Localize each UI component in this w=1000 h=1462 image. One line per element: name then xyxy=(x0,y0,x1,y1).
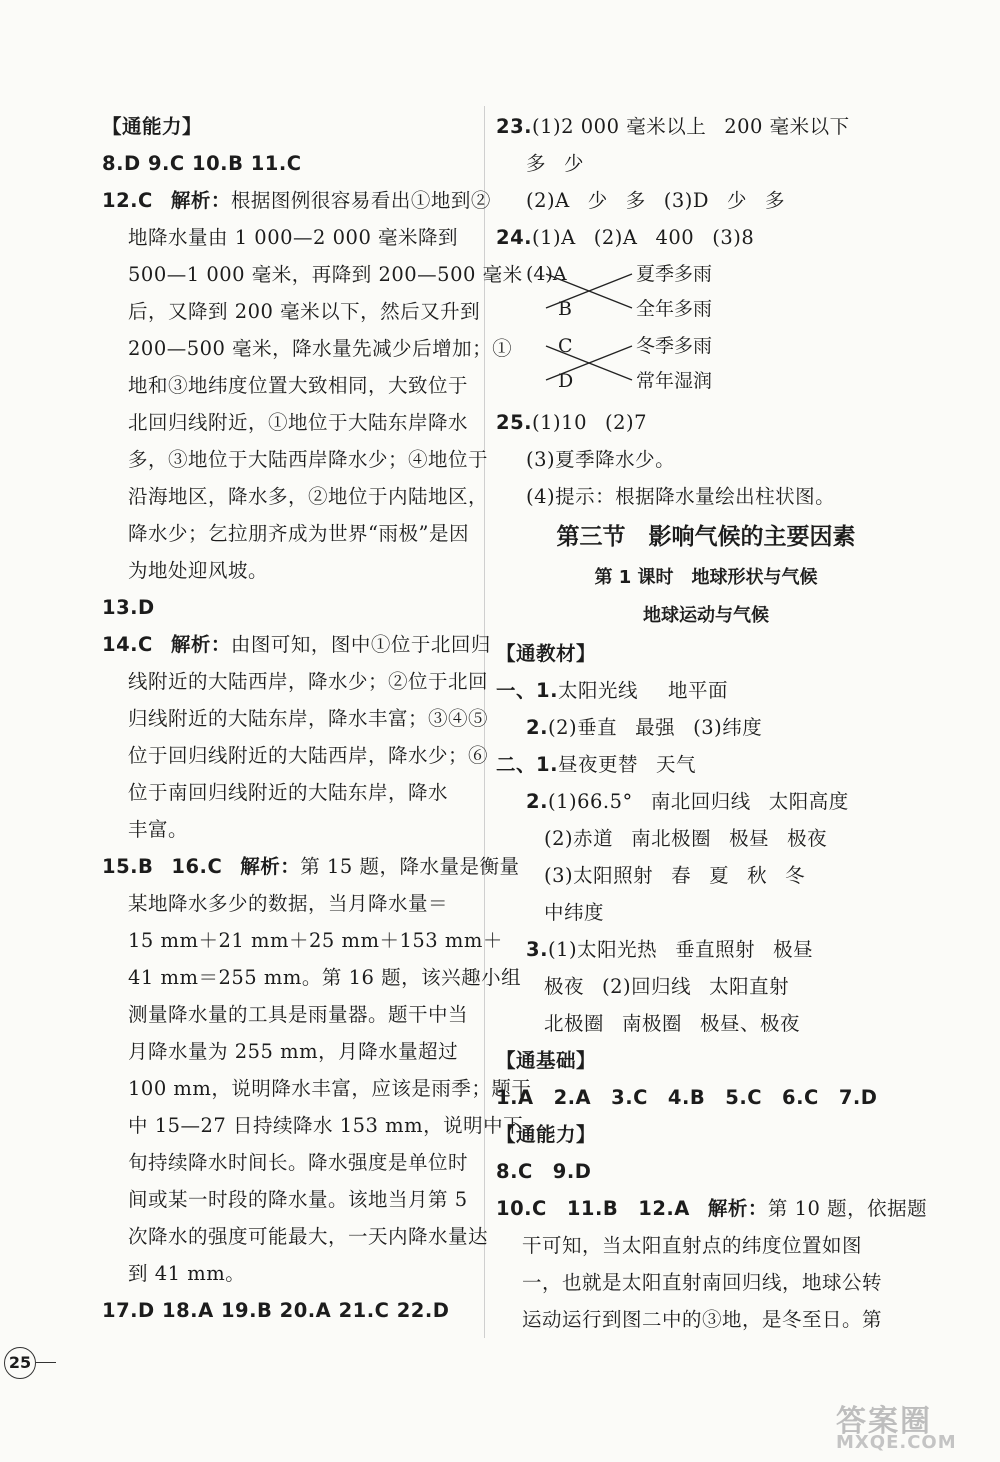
q24-line-1 xyxy=(496,219,916,256)
q25-line-1 xyxy=(496,404,916,441)
q25-number: 25. xyxy=(496,411,533,434)
q23-number: 23. xyxy=(496,115,533,138)
item-2-3-e: (2)回归线 xyxy=(602,975,692,998)
item-2-3-d: 极夜 xyxy=(544,975,585,998)
q23-answer-3: 多 xyxy=(526,152,547,175)
q12-line: 后，又降到 200 毫米以下，然后又升到 xyxy=(128,300,481,323)
q16-number: 16.C xyxy=(171,855,223,878)
answer-line-17-22: 17.D 18.A 19.B 20.A 21.C 22.D xyxy=(102,1299,450,1322)
q12-line: 北回归线附近，①地位于大陆东岸降水 xyxy=(128,411,469,434)
match-left-b: B xyxy=(558,298,572,320)
q10-text: 第 10 题，依据题 xyxy=(767,1197,928,1220)
q23-line-3 xyxy=(496,182,916,219)
item-1-2-b: 最强 xyxy=(635,716,676,739)
q23-answer-8: (3)D xyxy=(663,189,710,212)
item-2-3-c: 极昼 xyxy=(773,938,814,961)
q15-line: 间或某一时段的降水量。该地当月第 5 xyxy=(128,1188,468,1211)
page-number: 25 xyxy=(4,1347,36,1379)
item-1-1 xyxy=(496,672,916,709)
q24-answer-4: (3)8 xyxy=(712,226,755,249)
q24-answer-3: 400 xyxy=(655,226,695,249)
match-right-4: 常年湿润 xyxy=(636,370,713,392)
q15-text: 第 15 题，降水量是衡量 xyxy=(300,855,520,878)
item-2-2-a: (1)66.5° xyxy=(547,790,633,813)
q15-line: 中 15—27 日持续降水 153 mm，说明中下 xyxy=(128,1114,524,1137)
q12-line: 500—1 000 毫米，再降到 200—500 毫米 xyxy=(128,263,523,286)
q15-line: 某地降水多少的数据，当月降水量＝ xyxy=(128,892,449,915)
item-2-3-line-2 xyxy=(496,968,916,1005)
item-2-2-i: 春 xyxy=(671,864,692,887)
item-2-2-h: (3)太阳照射 xyxy=(544,864,654,887)
item-1-2-c: (3)纬度 xyxy=(693,716,763,739)
q14-line: 位于南回归线附近的大陆东岸，降水 xyxy=(128,781,449,804)
q23-answer-1: (1)2 000 毫米以上 xyxy=(532,115,707,138)
section-header-tong-jichu: 【通基础】 xyxy=(496,1049,597,1072)
section-header-tong-nengli: 【通能力】 xyxy=(102,115,203,138)
item-2-2-g: 极夜 xyxy=(787,827,828,850)
match-right-1: 夏季多雨 xyxy=(636,263,713,285)
match-left-c: C xyxy=(558,335,573,357)
q15-line: 月降水量为 255 mm，月降水量超过 xyxy=(128,1040,459,1063)
item-2-3-f: 太阳直射 xyxy=(709,975,790,998)
q14-line: 丰富。 xyxy=(128,818,189,841)
q25-answer-1: (1)10 xyxy=(532,411,587,434)
q14-line-1 xyxy=(102,626,491,663)
item-2-2-c: 太阳高度 xyxy=(768,790,849,813)
item-2-3-a: (1)太阳光热 xyxy=(547,938,658,961)
item-2-2-j: 夏 xyxy=(709,864,730,887)
item-2-2-f: 极昼 xyxy=(729,827,770,850)
item-1-2 xyxy=(496,709,916,746)
q23-answer-7: 多 xyxy=(625,189,646,212)
q23-answer-5: (2)A xyxy=(526,189,570,212)
item-2-2-number: 2. xyxy=(526,790,548,813)
item-1-1-b: 地平面 xyxy=(668,679,729,702)
item-2-2-line-2 xyxy=(496,820,916,857)
q23-answer-10: 多 xyxy=(765,189,786,212)
q25-answer-3: (3)夏季降水少。 xyxy=(526,448,676,471)
item-1-1-number: 一、1. xyxy=(496,679,558,702)
q15-line: 旬持续降水时间长。降水强度是单位时 xyxy=(128,1151,469,1174)
item-1-2-a: (2)垂直 xyxy=(547,716,618,739)
item-2-2-k: 秋 xyxy=(747,864,768,887)
q14-line: 线附近的大陆西岸，降水少；②位于北回 xyxy=(128,670,489,693)
q15-line: 41 mm＝255 mm。第 16 题，该兴趣小组 xyxy=(128,966,522,989)
item-1-1-a: 太阳光线 xyxy=(557,679,638,702)
q15-line: 15 mm＋21 mm＋25 mm＋153 mm＋ xyxy=(128,929,503,952)
q24-matching-diagram xyxy=(496,256,916,404)
q14-line: 位于回归线附近的大陆西岸，降水少；⑥ xyxy=(128,744,489,767)
item-1-2-number: 2. xyxy=(526,716,548,739)
section-header-tong-jiaocai: 【通教材】 xyxy=(496,642,597,665)
q10-line-1 xyxy=(496,1190,928,1227)
match-label: (4) xyxy=(526,263,553,285)
q14-analysis-label: 解析： xyxy=(170,633,231,656)
q15-line: 100 mm，说明降水丰富，应该是雨季；题干 xyxy=(128,1077,532,1100)
q23-answer-4: 少 xyxy=(564,152,585,175)
watermark-url: MXQE.COM xyxy=(836,1432,957,1453)
q15-analysis-label: 解析： xyxy=(240,855,301,878)
q23-answer-2: 200 毫米以下 xyxy=(724,115,850,138)
nengli-answers: 8.C 9.D xyxy=(496,1160,592,1183)
q12-analysis-label: 解析： xyxy=(170,189,231,212)
item-2-3-number: 3. xyxy=(526,938,548,961)
match-left-row-a xyxy=(526,259,567,289)
match-left-a: A xyxy=(552,263,567,285)
item-2-2-e: 南北极圈 xyxy=(631,827,712,850)
item-2-1-number: 二、1. xyxy=(496,753,558,776)
q15-number: 15.B xyxy=(102,855,154,878)
q12-line: 为地处迎风坡。 xyxy=(128,559,269,582)
item-2-1 xyxy=(496,746,916,783)
item-2-1-b: 天气 xyxy=(656,753,697,776)
q23-answer-6: 少 xyxy=(587,189,608,212)
q12-line: 沿海地区，降水多，②地位于内陆地区， xyxy=(128,485,489,508)
right-column xyxy=(496,108,928,1338)
q12-text: 根据图例很容易看出①地到② xyxy=(230,189,491,212)
q15-line: 测量降水量的工具是雨量器。题干中当 xyxy=(128,1003,469,1026)
q14-text: 由图可知，图中①位于北回归 xyxy=(230,633,491,656)
item-2-2-line-1 xyxy=(496,783,916,820)
q12-number: 12.C xyxy=(102,189,153,212)
q15-line-1 xyxy=(102,848,520,885)
q12-line: 地降水量由 1 000—2 000 毫米降到 xyxy=(128,226,459,249)
watermark-logo-text: 答案圈 xyxy=(836,1404,932,1439)
item-2-2-b: 南北回归线 xyxy=(650,790,751,813)
item-2-2-line-4: 中纬度 xyxy=(544,901,605,924)
q24-answer-2: (2)A xyxy=(593,226,638,249)
q12-line: 多，③地位于大陆西岸降水少；④地位于 xyxy=(128,448,489,471)
item-2-2-d: (2)赤道 xyxy=(544,827,614,850)
q23-line-1 xyxy=(496,108,916,145)
answer-line-8-11: 8.D 9.C 10.B 11.C xyxy=(102,152,302,175)
q10-analysis-label: 解析： xyxy=(707,1197,768,1220)
q12-line: 地和③地纬度位置大致相同，大致位于 xyxy=(128,374,469,397)
q24-number: 24. xyxy=(496,226,533,249)
item-2-3-line-3 xyxy=(496,1005,916,1042)
item-2-3-line-1 xyxy=(496,931,916,968)
item-2-2-l: 冬 xyxy=(785,864,806,887)
q12-line: 200—500 毫米，降水量先减少后增加；① xyxy=(128,337,513,360)
q10-numbers: 10.C 11.B 12.A xyxy=(496,1197,690,1220)
item-2-3-h: 南极圈 xyxy=(622,1012,683,1035)
q10-line: 干可知，当太阳直射点的纬度位置如图 xyxy=(522,1234,863,1257)
q10-line: 一，也就是太阳直射南回归线，地球公转 xyxy=(522,1271,883,1294)
q13-answer: 13.D xyxy=(102,596,155,619)
lesson-title-2: 地球运动与气候 xyxy=(643,605,769,626)
item-2-1-a: 昼夜更替 xyxy=(557,753,638,776)
q14-line: 归线附近的大陆东岸，降水丰富；③④⑤ xyxy=(128,707,489,730)
item-2-3-g: 北极圈 xyxy=(544,1012,605,1035)
q10-line: 运动运行到图二中的③地，是冬至日。第 xyxy=(522,1308,883,1331)
q12-line-1 xyxy=(102,182,491,219)
q12-line: 降水少；乞拉朋齐成为世界“雨极”是因 xyxy=(128,522,469,545)
item-2-3-b: 垂直照射 xyxy=(675,938,756,961)
q23-line-2 xyxy=(496,145,916,182)
q14-number: 14.C xyxy=(102,633,153,656)
item-2-2-line-3 xyxy=(496,857,916,894)
q15-line: 次降水的强度可能最大，一天内降水量达 xyxy=(128,1225,489,1248)
q15-line: 到 41 mm。 xyxy=(128,1262,246,1285)
q25-answer-2: (2)7 xyxy=(604,411,648,434)
page-number-rule xyxy=(36,1362,56,1363)
match-right-2: 全年多雨 xyxy=(636,298,713,320)
match-right-3: 冬季多雨 xyxy=(636,335,713,357)
q23-answer-9: 少 xyxy=(727,189,748,212)
section-title: 第三节 影响气候的主要因素 xyxy=(556,524,856,550)
jichu-answers: 1.A 2.A 3.C 4.B 5.C 6.C 7.D xyxy=(496,1086,878,1109)
section-header-tong-nengli-2: 【通能力】 xyxy=(496,1123,597,1146)
item-2-3-i: 极昼、极夜 xyxy=(700,1012,801,1035)
q24-answer-1: (1)A xyxy=(532,226,576,249)
q25-answer-4: (4)提示：根据降水量绘出柱状图。 xyxy=(526,485,836,508)
lesson-title-1: 第 1 课时 地球形状与气候 xyxy=(594,567,818,588)
match-left-d: D xyxy=(558,370,574,392)
